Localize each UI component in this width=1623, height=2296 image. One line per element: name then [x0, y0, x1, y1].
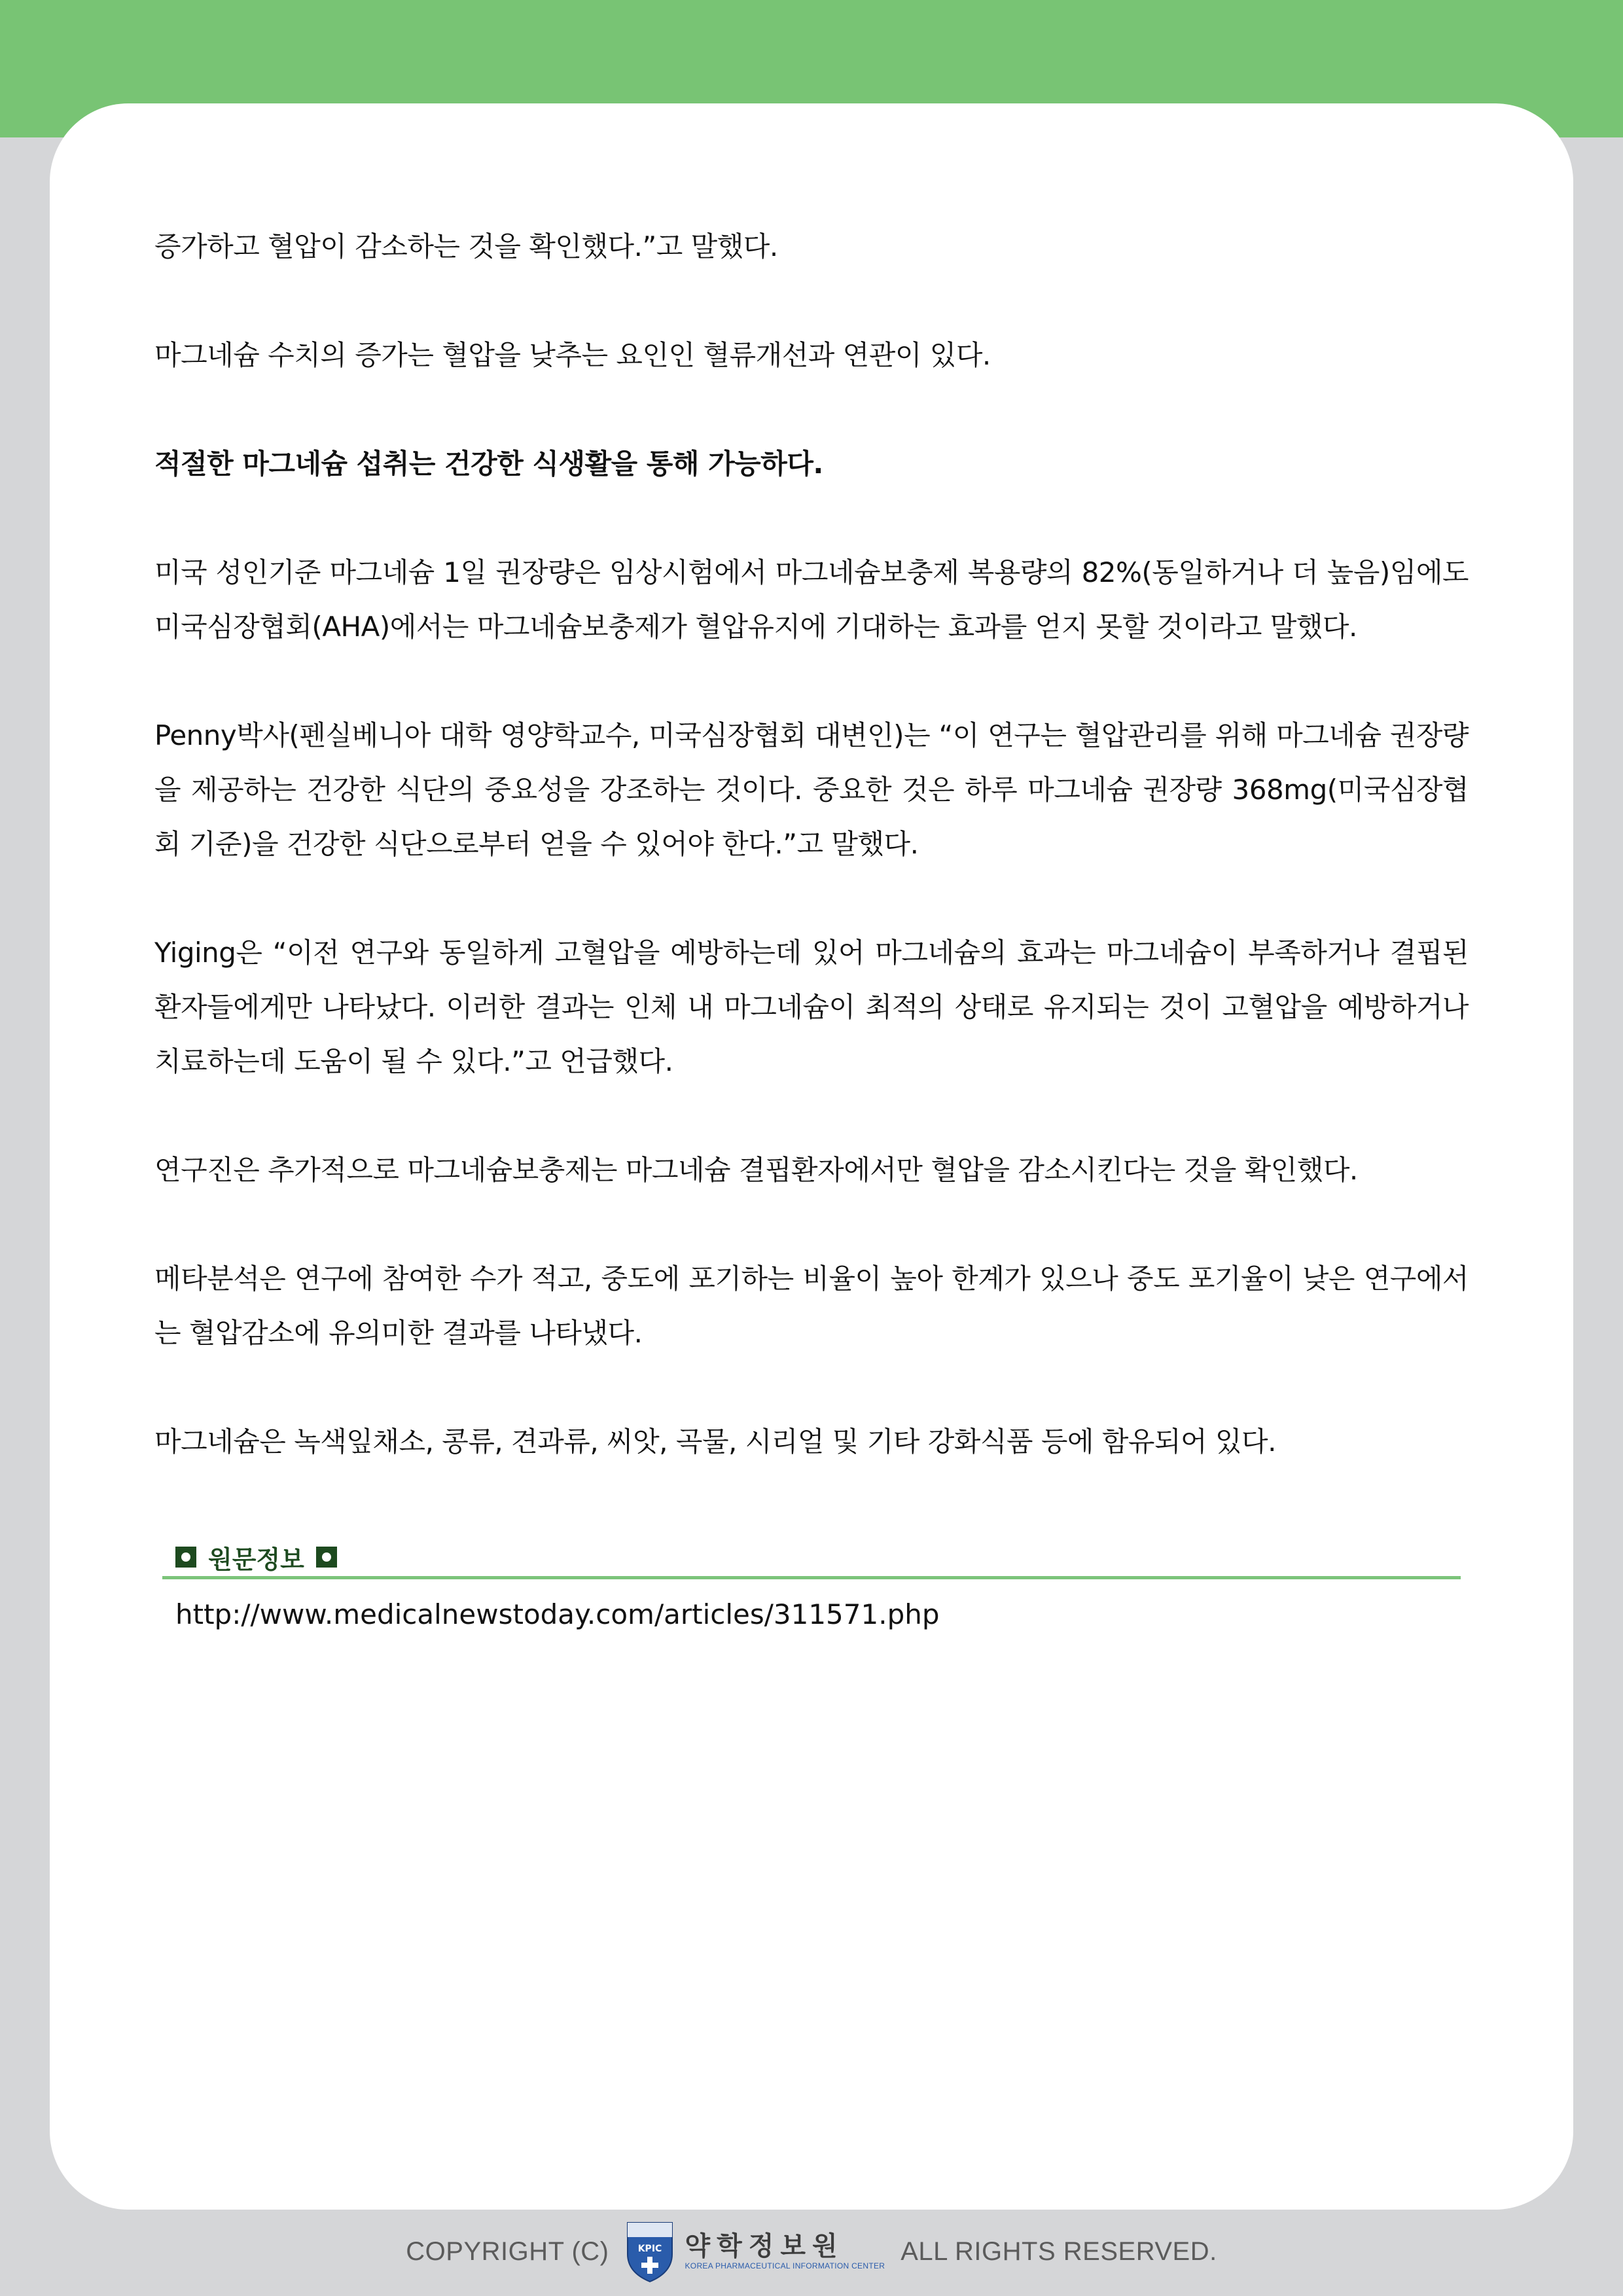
source-url-link[interactable]: http://www.medicalnewstoday.com/articles/311571.php — [175, 1598, 940, 1630]
paragraph: 마그네슘은 녹색잎채소, 콩류, 견과류, 씨앗, 곡물, 시리얼 및 기타 강화식품 등에 함유되어 있다. — [154, 1426, 1276, 1458]
source-info-title: 원문정보 — [208, 1545, 304, 1574]
paragraph: 연구진은 추가적으로 마그네슘보충제는 마그네슘 결핍환자에서만 혈압을 감소시킨다는 것을 확인했다. — [154, 1154, 1358, 1186]
footer — [0, 2219, 1623, 2284]
paragraph: 마그네슘 수치의 증가는 혈압을 낮추는 요인인 혈류개선과 연관이 있다. — [154, 339, 991, 371]
copyright-text: COPYRIGHT (C) — [406, 2236, 609, 2266]
bullet-square-icon — [316, 1547, 337, 1568]
paragraph: 미국 성인기준 마그네슘 1일 권장량은 임상시험에서 마그네슘보충제 복용량의 82%(동일하거나 더 높음)임에도 미국심장협회(AHA)에서는 마그네슘보충제가 혈압유지에 기대하는 효과를 얻지 못할 것이라고 말했다. — [154, 556, 1469, 643]
kpic-emblem-icon — [625, 2220, 675, 2283]
paragraph: 메타분석은 연구에 참여한 수가 적고, 중도에 포기하는 비율이 높아 한계가 있으나 중도 포기율이 낮은 연구에서는 혈압감소에 유의미한 결과를 나타냈다. — [154, 1263, 1469, 1349]
paragraph: Yiging은 “이전 연구와 동일하게 고혈압을 예방하는데 있어 마그네슘의 효과는 마그네슘이 부족하거나 결핍된 환자들에게만 나타났다. 이러한 결과는 인체 내 마그네슘이 최적의 상태로 유지되는 것이 고혈압을 예방하거나 치료하는데 도움이 될 수 있다.”고 언급했다. — [154, 937, 1469, 1077]
bullet-square-icon — [175, 1547, 196, 1568]
rights-text: ALL RIGHTS RESERVED. — [901, 2236, 1217, 2266]
emblem-text: KPIC — [637, 2244, 662, 2254]
org-name-korean: 약학정보원 — [685, 2232, 844, 2261]
org-name-english: KOREA PHARMACEUTICAL INFORMATION CENTER — [685, 2261, 885, 2270]
source-info-header — [162, 1538, 1461, 1579]
paragraph: Penny박사(펜실베니아 대학 영양학교수, 미국심장협회 대변인)는 “이 연구는 혈압관리를 위해 마그네슘 권장량을 제공하는 건강한 식단의 중요성을 강조하는 것이다. 중요한 것은 하루 마그네슘 권장량 368mg(미국심장협회 기준)을 건강한 식단으로부터 얻을 수 있어야 한다.”고 말했다. — [154, 719, 1469, 860]
article-body — [154, 219, 1469, 1523]
section-heading: 적절한 마그네슘 섭취는 건강한 식생활을 통해 가능하다. — [154, 448, 823, 480]
paragraph: 증가하고 혈압이 감소하는 것을 확인했다.”고 말했다. — [154, 230, 778, 262]
kpic-logo — [625, 2220, 885, 2283]
